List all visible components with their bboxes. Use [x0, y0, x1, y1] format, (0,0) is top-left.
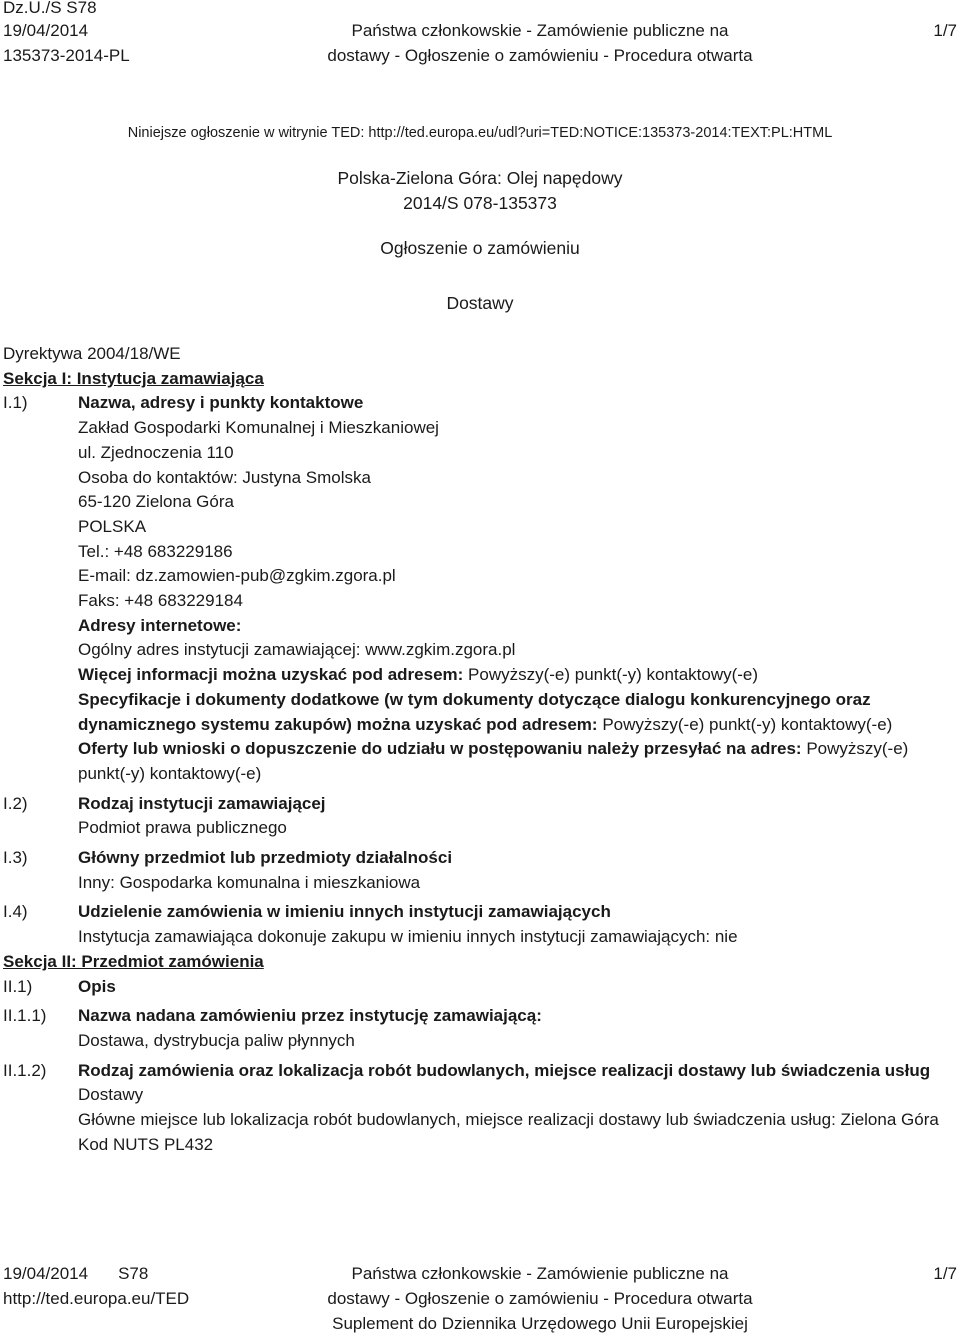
footer-page: 1/7 [933, 1264, 957, 1283]
header-page: 1/7 [933, 21, 957, 40]
item-i4 [3, 900, 953, 949]
item-i3 [3, 846, 953, 895]
offers-label: Oferty lub wnioski o dopuszczenie do udziału w postępowaniu należy przesyłać na adres: [78, 739, 802, 759]
item-number: II.1.1) [3, 1006, 47, 1026]
item-i2 [3, 792, 953, 841]
doc-title: Polska-Zielona Góra: Olej napędowy [337, 168, 623, 188]
item-title: Rodzaj zamówienia oraz lokalizacja robót budowlanych, miejsce realizacji dostawy lub świadczenia usług [78, 1060, 931, 1080]
web-label: Ogólny adres instytucji zamawiającej: [78, 640, 366, 660]
item-title: Główny przedmiot lub przedmioty działalności [78, 848, 453, 868]
org-phone: Tel.: +48 683229186 [78, 541, 233, 561]
org-email-line [78, 564, 953, 589]
org-country: POLSKA [78, 516, 147, 536]
section-2-heading: Sekcja II: Przedmiot zamówienia [3, 951, 264, 971]
specs-info [78, 688, 953, 737]
item-i1 [3, 391, 953, 786]
specs-label: Specyfikacje i dokumenty dodatkowe (w tym dokumenty dotyczące dialogu konkurencyjnego oraz dynamicznego systemu zakupów) można uzyskać pod adresem: [78, 689, 871, 734]
directive: Dyrektywa 2004/18/WE [3, 344, 181, 363]
item-ii1 [3, 975, 953, 1000]
item-number: II.1.2) [3, 1060, 47, 1080]
web-link[interactable]: www.zgkim.zgora.pl [365, 640, 516, 660]
item-title: Nazwa nadana zamówieniu przez instytucję zamawiającą: [78, 1006, 542, 1026]
item-ii12 [3, 1059, 953, 1158]
item-title: Opis [78, 976, 116, 996]
footer-series: S78 [118, 1264, 149, 1283]
offers-value: Powyższy(-e) punkt(-y) kontaktowy(-e) [78, 739, 909, 783]
offers-info [78, 737, 953, 786]
item-number: II.1) [3, 976, 33, 996]
more-info [78, 663, 953, 688]
item-number: I.2) [3, 793, 28, 813]
web-heading: Adresy internetowe: [78, 615, 242, 635]
item-value: Podmiot prawa publicznego [78, 818, 287, 838]
ted-notice-link[interactable]: Niniejsze ogłoszenie w witrynie TED: http://ted.europa.eu/udl?uri=TED:NOTICE:135373-2014:TEXT:PL:HTML [127, 125, 833, 141]
notice-body [3, 342, 953, 1158]
item-value: Instytucja zamawiająca dokonuje zakupu w imieniu innych instytucji zamawiających: nie [78, 927, 738, 947]
web-line [78, 638, 953, 663]
item-number: I.4) [3, 902, 28, 922]
email-label: E-mail: [78, 566, 136, 586]
org-name: Zakład Gospodarki Komunalnej i Mieszkaniowej [78, 418, 439, 438]
more-info-value: Powyższy(-e) punkt(-y) kontaktowy(-e) [463, 665, 759, 685]
item-value: Dostawa, dystrybucja paliw płynnych [78, 1030, 355, 1050]
contract-type: Dostawy [78, 1085, 144, 1105]
email-link[interactable]: dz.zamowien-pub@zgkim.zgora.pl [135, 566, 396, 586]
delivery-place: Główne miejsce lub lokalizacja robót budowlanych, miejsce realizacji dostawy lub świadczenia usług: Zielona Góra [78, 1110, 939, 1130]
contact-person: Osoba do kontaktów: Justyna Smolska [78, 467, 371, 487]
item-title: Udzielenie zamówienia w imieniu innych instytucji zamawiających [78, 902, 611, 922]
doc-type: Ogłoszenie o zamówieniu [380, 238, 580, 258]
more-info-label: Więcej informacji można uzyskać pod adresem: [78, 665, 464, 685]
footer-date: 19/04/2014 [3, 1264, 89, 1283]
org-fax: Faks: +48 683229184 [78, 591, 243, 611]
item-number: I.3) [3, 848, 28, 868]
section-1-heading: Sekcja I: Instytucja zamawiająca [3, 368, 264, 388]
org-street: ul. Zjednoczenia 110 [78, 442, 234, 462]
header-code: Dz.U./S S78 [3, 0, 97, 17]
footer-title-line1: Państwa członkowskie - Zamówienie publiczne na [351, 1264, 729, 1283]
header-date: 19/04/2014 [3, 21, 89, 40]
item-number: I.1) [3, 393, 28, 413]
item-value: Inny: Gospodarka komunalna i mieszkaniowa [78, 872, 421, 892]
footer-site[interactable]: http://ted.europa.eu/TED [3, 1289, 190, 1308]
specs-value: Powyższy(-e) punkt(-y) kontaktowy(-e) [597, 714, 893, 734]
header-title-line2: dostawy - Ogłoszenie o zamówieniu - Procedura otwarta [327, 46, 753, 65]
doc-category: Dostawy [446, 293, 514, 313]
org-city: 65-120 Zielona Góra [78, 492, 234, 512]
header-notice-id: 135373-2014-PL [3, 46, 130, 65]
item-title: Rodzaj instytucji zamawiającej [78, 793, 326, 813]
item-ii11 [3, 1004, 953, 1053]
doc-ref: 2014/S 078-135373 [403, 193, 557, 213]
header-title-line1: Państwa członkowskie - Zamówienie publiczne na [351, 21, 729, 40]
footer-title-line2: dostawy - Ogłoszenie o zamówieniu - Procedura otwarta [327, 1289, 753, 1308]
nuts-code: Kod NUTS PL432 [78, 1134, 214, 1154]
footer-title-line3: Suplement do Dziennika Urzędowego Unii Europejskiej [332, 1314, 748, 1333]
item-title: Nazwa, adresy i punkty kontaktowe [78, 393, 364, 413]
